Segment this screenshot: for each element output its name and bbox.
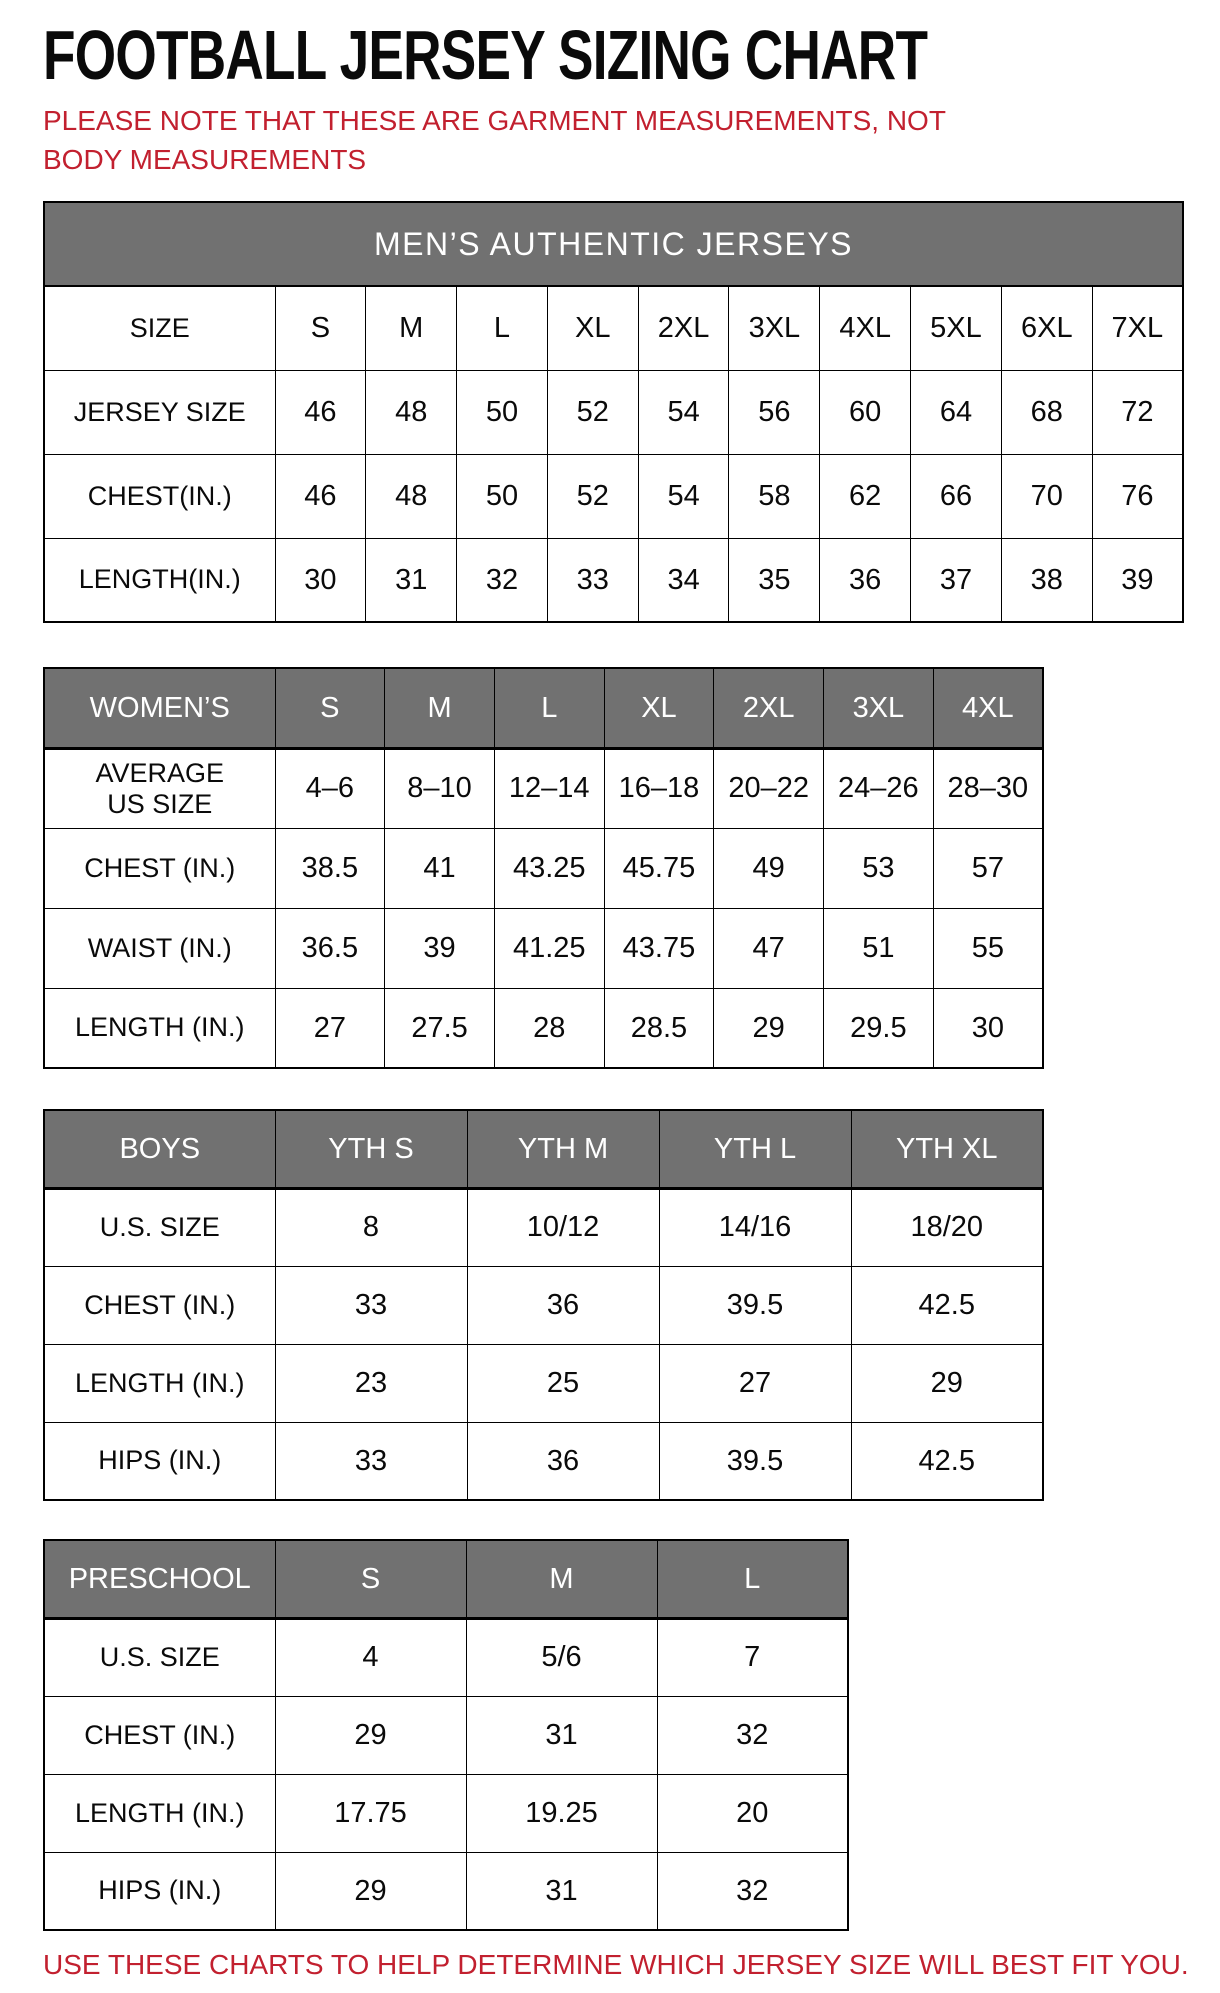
data-cell: 28.5 [604,988,714,1068]
row-label: U.S. SIZE [44,1618,275,1696]
table-row [44,1852,848,1930]
data-cell: 19.25 [466,1774,657,1852]
data-cell: 27 [275,988,385,1068]
data-cell: 31 [466,1696,657,1774]
data-cell: 29.5 [824,988,934,1068]
size-header-cell: L [657,1540,848,1618]
size-header-cell: 2XL [714,668,824,748]
data-cell: 14/16 [659,1188,851,1266]
data-cell: 60 [820,370,911,454]
data-cell: 36.5 [275,908,385,988]
table-header-row [44,668,1043,748]
row-label: CHEST(IN.) [44,454,275,538]
table-row [44,286,1183,370]
data-cell: 34 [638,538,729,622]
row-label: JERSEY SIZE [44,370,275,454]
data-cell: 10/12 [467,1188,659,1266]
table-row [44,1188,1043,1266]
data-cell: 36 [467,1266,659,1344]
data-cell: 7 [657,1618,848,1696]
data-cell: 5XL [911,286,1002,370]
data-cell: 43.25 [494,828,604,908]
size-header-cell: M [466,1540,657,1618]
data-cell: 8–10 [385,748,495,828]
data-cell: 62 [820,454,911,538]
data-cell: 50 [457,370,548,454]
data-cell: 56 [729,370,820,454]
table-row [44,1774,848,1852]
data-cell: 64 [911,370,1002,454]
size-header-cell: 4XL [933,668,1043,748]
row-label: WAIST (IN.) [44,908,275,988]
womens-jerseys-table [43,667,1044,1069]
data-cell: 41 [385,828,495,908]
table-title: WOMEN’S [44,668,275,748]
footer-note: USE THESE CHARTS TO HELP DETERMINE WHICH JERSEY SIZE WILL BEST FIT YOU. [43,1949,1189,1981]
data-cell: 28 [494,988,604,1068]
data-cell: 55 [933,908,1043,988]
table-row [44,748,1043,828]
data-cell: 66 [911,454,1002,538]
data-cell: 29 [851,1344,1043,1422]
table-header-row [44,1540,848,1618]
data-cell: 54 [638,454,729,538]
data-cell: 39 [385,908,495,988]
preschool-jerseys-table [43,1539,849,1931]
data-cell: 30 [275,538,366,622]
boys-table [43,1109,1190,1501]
data-cell: 20 [657,1774,848,1852]
data-cell: 33 [547,538,638,622]
data-cell: 52 [547,370,638,454]
mens-table [43,201,1190,623]
row-label: SIZE [44,286,275,370]
table-row [44,988,1043,1068]
data-cell: 4 [275,1618,466,1696]
data-cell: M [366,286,457,370]
data-cell: 39 [1092,538,1183,622]
data-cell: 38 [1001,538,1092,622]
data-cell: L [457,286,548,370]
data-cell: 20–22 [714,748,824,828]
data-cell: 39.5 [659,1422,851,1500]
size-header-cell: YTH L [659,1110,851,1188]
data-cell: 46 [275,370,366,454]
data-cell: 52 [547,454,638,538]
row-label: CHEST (IN.) [44,1696,275,1774]
data-cell: 25 [467,1344,659,1422]
row-label: LENGTH(IN.) [44,538,275,622]
data-cell: 17.75 [275,1774,466,1852]
data-cell: 47 [714,908,824,988]
row-label: AVERAGE US SIZE [44,748,275,828]
data-cell: 27.5 [385,988,495,1068]
data-cell: 48 [366,454,457,538]
data-cell: 49 [714,828,824,908]
data-cell: 42.5 [851,1422,1043,1500]
data-cell: 32 [457,538,548,622]
data-cell: 2XL [638,286,729,370]
row-label: CHEST (IN.) [44,828,275,908]
data-cell: 3XL [729,286,820,370]
data-cell: XL [547,286,638,370]
table-row [44,1696,848,1774]
data-cell: 32 [657,1852,848,1930]
data-cell: 5/6 [466,1618,657,1696]
data-cell: 46 [275,454,366,538]
row-label: LENGTH (IN.) [44,988,275,1068]
table-row [44,1618,848,1696]
data-cell: 31 [466,1852,657,1930]
data-cell: 6XL [1001,286,1092,370]
womens-table [43,667,1190,1069]
data-cell: 36 [820,538,911,622]
data-cell: 35 [729,538,820,622]
data-cell: 48 [366,370,457,454]
data-cell: 72 [1092,370,1183,454]
data-cell: 42.5 [851,1266,1043,1344]
data-cell: 12–14 [494,748,604,828]
table-row [44,454,1183,538]
size-header-cell: M [385,668,495,748]
mens-authentic-jerseys-table [43,201,1184,623]
data-cell: 57 [933,828,1043,908]
data-cell: 7XL [1092,286,1183,370]
table-row [44,370,1183,454]
data-cell: 58 [729,454,820,538]
size-header-cell: S [275,668,385,748]
table-row [44,1422,1043,1500]
data-cell: 18/20 [851,1188,1043,1266]
table-title: MEN’S AUTHENTIC JERSEYS [44,202,1183,286]
page-title-wrap [43,16,1190,98]
row-label: LENGTH (IN.) [44,1344,275,1422]
data-cell: 76 [1092,454,1183,538]
data-cell: 24–26 [824,748,934,828]
size-header-cell: S [275,1540,466,1618]
size-header-cell: YTH S [275,1110,467,1188]
data-cell: 31 [366,538,457,622]
table-row [44,538,1183,622]
preschool-table [43,1539,1190,1931]
row-label: HIPS (IN.) [44,1852,275,1930]
data-cell: 29 [275,1852,466,1930]
data-cell: 37 [911,538,1002,622]
data-cell: 33 [275,1266,467,1344]
size-header-cell: L [494,668,604,748]
size-header-cell: 3XL [824,668,934,748]
data-cell: 28–30 [933,748,1043,828]
data-cell: 45.75 [604,828,714,908]
table-title: PRESCHOOL [44,1540,275,1618]
data-cell: 30 [933,988,1043,1068]
table-row [44,828,1043,908]
boys-jerseys-table [43,1109,1044,1501]
data-cell: 70 [1001,454,1092,538]
data-cell: 39.5 [659,1266,851,1344]
data-cell: 27 [659,1344,851,1422]
size-header-cell: YTH XL [851,1110,1043,1188]
table-title: BOYS [44,1110,275,1188]
data-cell: 16–18 [604,748,714,828]
data-cell: 4XL [820,286,911,370]
table-row [44,1344,1043,1422]
data-cell: 54 [638,370,729,454]
table-row [44,1266,1043,1344]
row-label: U.S. SIZE [44,1188,275,1266]
data-cell: S [275,286,366,370]
data-cell: 29 [714,988,824,1068]
size-header-cell: YTH M [467,1110,659,1188]
data-cell: 50 [457,454,548,538]
table-header-row [44,1110,1043,1188]
size-header-cell: XL [604,668,714,748]
data-cell: 32 [657,1696,848,1774]
data-cell: 51 [824,908,934,988]
data-cell: 53 [824,828,934,908]
data-cell: 43.75 [604,908,714,988]
data-cell: 38.5 [275,828,385,908]
data-cell: 36 [467,1422,659,1500]
table-row [44,908,1043,988]
garment-measurement-note: PLEASE NOTE THAT THESE ARE GARMENT MEASUREMENTS, NOT BODY MEASUREMENTS [43,105,946,175]
data-cell: 33 [275,1422,467,1500]
data-cell: 4–6 [275,748,385,828]
data-cell: 41.25 [494,908,604,988]
row-label: LENGTH (IN.) [44,1774,275,1852]
data-cell: 68 [1001,370,1092,454]
data-cell: 29 [275,1696,466,1774]
row-label: CHEST (IN.) [44,1266,275,1344]
page-title: FOOTBALL JERSEY SIZING CHART [43,16,928,94]
data-cell: 23 [275,1344,467,1422]
data-cell: 8 [275,1188,467,1266]
row-label: HIPS (IN.) [44,1422,275,1500]
